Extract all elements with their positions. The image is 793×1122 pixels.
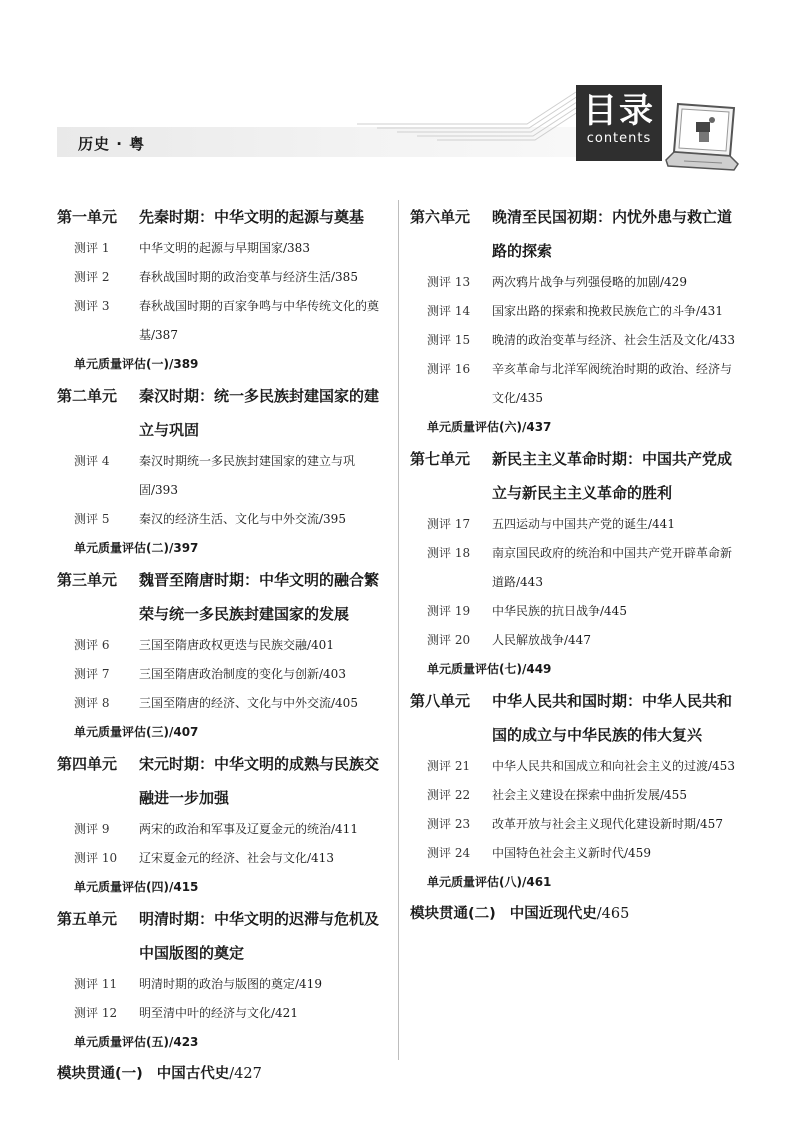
module-review[interactable] <box>57 1057 387 1091</box>
toc-entry[interactable] <box>57 660 387 689</box>
unit-4 <box>57 747 387 902</box>
toc-entry[interactable] <box>57 999 387 1028</box>
unit-2 <box>57 379 387 563</box>
toc-left-column <box>57 200 387 1091</box>
subject-label: 历史 · 粤 <box>78 135 146 153</box>
test-title: 两宋的政治和军事及辽夏金元的统治/411 <box>139 822 358 836</box>
test-title: 秦汉的经济生活、文化与中外交流/395 <box>139 512 346 526</box>
test-title: 五四运动与中国共产党的诞生/441 <box>492 517 675 531</box>
test-number: 测评 9 <box>74 822 110 836</box>
test-title: 春秋战国时期的百家争鸣与中华传统文化的奠基/387 <box>139 299 380 342</box>
test-title: 社会主义建设在探索中曲折发展/455 <box>492 788 687 802</box>
test-title: 秦汉时期统一多民族封建国家的建立与巩固/393 <box>139 454 356 497</box>
toc-entry[interactable] <box>410 326 740 355</box>
test-number: 测评 18 <box>427 546 471 560</box>
test-number: 测评 2 <box>74 270 110 284</box>
unit-evaluation[interactable]: 单元质量评估(七)/449 <box>427 662 552 676</box>
unit-evaluation[interactable]: 单元质量评估(四)/415 <box>74 880 199 894</box>
test-title: 三国至隋唐政权更迭与民族交融/401 <box>139 638 334 652</box>
test-number: 测评 10 <box>74 851 118 865</box>
module-review[interactable] <box>410 897 740 931</box>
toc-entry[interactable] <box>410 539 740 597</box>
unit-title: 先秦时期：中华文明的起源与奠基 <box>139 208 365 226</box>
toc-entry[interactable] <box>57 844 387 873</box>
unit-3 <box>57 563 387 747</box>
unit-heading[interactable] <box>57 747 387 815</box>
test-number: 测评 15 <box>427 333 471 347</box>
test-title: 春秋战国时期的政治变革与经济生活/385 <box>139 270 358 284</box>
test-number: 测评 23 <box>427 817 471 831</box>
unit-6 <box>410 200 740 442</box>
test-number: 测评 4 <box>74 454 110 468</box>
unit-number: 第二单元 <box>57 387 118 405</box>
test-number: 测评 8 <box>74 696 110 710</box>
unit-evaluation[interactable]: 单元质量评估(一)/389 <box>74 357 199 371</box>
test-title: 两次鸦片战争与列强侵略的加剧/429 <box>492 275 687 289</box>
test-title: 人民解放战争/447 <box>492 633 591 647</box>
test-number: 测评 20 <box>427 633 471 647</box>
unit-number: 第七单元 <box>410 450 471 468</box>
unit-title: 中华人民共和国时期：中华人民共和国的成立与中华民族的伟大复兴 <box>492 692 733 744</box>
unit-title: 魏晋至隋唐时期：中华文明的融合繁荣与统一多民族封建国家的发展 <box>139 571 380 623</box>
test-number: 测评 7 <box>74 667 110 681</box>
test-number: 测评 12 <box>74 1006 118 1020</box>
unit-heading[interactable] <box>57 563 387 631</box>
unit-evaluation[interactable]: 单元质量评估(五)/423 <box>74 1035 199 1049</box>
unit-evaluation[interactable]: 单元质量评估(二)/397 <box>74 541 199 555</box>
toc-entry[interactable] <box>57 263 387 292</box>
toc-entry[interactable] <box>57 970 387 999</box>
toc-entry[interactable] <box>57 815 387 844</box>
unit-title: 晚清至民国初期：内忧外患与救亡道路的探索 <box>492 208 733 260</box>
module-number: 模块贯通(一) <box>57 1066 143 1082</box>
column-divider <box>398 200 399 1060</box>
unit-heading[interactable] <box>57 379 387 447</box>
laptop-icon <box>664 100 740 180</box>
unit-number: 第六单元 <box>410 208 471 226</box>
unit-number: 第八单元 <box>410 692 471 710</box>
header-decor-lines <box>57 90 657 160</box>
test-title: 国家出路的探索和挽救民族危亡的斗争/431 <box>492 304 723 318</box>
toc-entry[interactable] <box>57 292 387 350</box>
toc-entry[interactable] <box>410 355 740 413</box>
test-title: 三国至隋唐政治制度的变化与创新/403 <box>139 667 346 681</box>
unit-title: 宋元时期：中华文明的成熟与民族交融进一步加强 <box>139 755 380 807</box>
unit-number: 第三单元 <box>57 571 118 589</box>
toc-entry[interactable] <box>410 626 740 655</box>
toc-entry[interactable] <box>410 597 740 626</box>
contents-title-cn: 目录 <box>583 91 655 131</box>
test-title: 中国特色社会主义新时代/459 <box>492 846 651 860</box>
unit-8 <box>410 684 740 897</box>
unit-title: 新民主主义革命时期：中国共产党成立与新民主主义革命的胜利 <box>492 450 733 502</box>
unit-title: 明清时期：中华文明的迟滞与危机及中国版图的奠定 <box>139 910 380 962</box>
test-title: 明至清中叶的经济与文化/421 <box>139 1006 298 1020</box>
module-number: 模块贯通(二) <box>410 906 496 922</box>
unit-evaluation[interactable]: 单元质量评估(八)/461 <box>427 875 552 889</box>
test-number: 测评 11 <box>74 977 118 991</box>
contents-title-box <box>576 85 662 161</box>
test-title: 三国至隋唐的经济、文化与中外交流/405 <box>139 696 358 710</box>
module-title: 中国古代史 <box>156 1066 230 1082</box>
test-title: 南京国民政府的统治和中国共产党开辟革命新道路/443 <box>492 546 733 589</box>
unit-heading[interactable] <box>57 200 387 234</box>
test-title: 中华人民共和国成立和向社会主义的过渡/453 <box>492 759 735 773</box>
toc-entry[interactable] <box>410 752 740 781</box>
unit-evaluation[interactable]: 单元质量评估(六)/437 <box>427 420 552 434</box>
toc-entry[interactable] <box>410 810 740 839</box>
module-page: /427 <box>229 1066 262 1082</box>
test-title: 改革开放与社会主义现代化建设新时期/457 <box>492 817 723 831</box>
test-number: 测评 22 <box>427 788 471 802</box>
unit-7 <box>410 442 740 684</box>
toc-entry[interactable] <box>57 234 387 263</box>
unit-evaluation[interactable]: 单元质量评估(三)/407 <box>74 725 199 739</box>
toc-right-column <box>410 200 740 931</box>
unit-5 <box>57 902 387 1057</box>
test-number: 测评 24 <box>427 846 471 860</box>
toc-entry[interactable] <box>410 297 740 326</box>
unit-heading[interactable] <box>57 902 387 970</box>
test-number: 测评 19 <box>427 604 471 618</box>
unit-heading[interactable] <box>410 200 740 268</box>
toc-entry[interactable] <box>57 505 387 534</box>
toc-entry[interactable] <box>410 268 740 297</box>
unit-number: 第一单元 <box>57 208 118 226</box>
unit-title: 秦汉时期：统一多民族封建国家的建立与巩固 <box>139 387 380 439</box>
unit-number: 第五单元 <box>57 910 118 928</box>
test-number: 测评 17 <box>427 517 471 531</box>
test-title: 辛亥革命与北洋军阀统治时期的政治、经济与文化/435 <box>492 362 733 405</box>
test-title: 中华民族的抗日战争/445 <box>492 604 627 618</box>
test-number: 测评 1 <box>74 241 110 255</box>
toc-entry[interactable] <box>410 781 740 810</box>
contents-title-en: contents <box>586 131 652 146</box>
test-title: 明清时期的政治与版图的奠定/419 <box>139 977 322 991</box>
test-number: 测评 21 <box>427 759 471 773</box>
test-title: 辽宋夏金元的经济、社会与文化/413 <box>139 851 334 865</box>
toc-entry[interactable] <box>57 689 387 718</box>
toc-entry[interactable] <box>410 839 740 868</box>
test-number: 测评 16 <box>427 362 471 376</box>
toc-entry[interactable] <box>410 510 740 539</box>
test-number: 测评 3 <box>74 299 110 313</box>
test-number: 测评 5 <box>74 512 110 526</box>
unit-number: 第四单元 <box>57 755 118 773</box>
test-number: 测评 14 <box>427 304 471 318</box>
toc-entry[interactable] <box>57 631 387 660</box>
module-page: /465 <box>596 906 630 922</box>
test-number: 测评 6 <box>74 638 110 652</box>
test-title: 中华文明的起源与早期国家/383 <box>139 241 310 255</box>
unit-heading[interactable] <box>410 684 740 752</box>
unit-1 <box>57 200 387 379</box>
unit-heading[interactable] <box>410 442 740 510</box>
test-number: 测评 13 <box>427 275 471 289</box>
test-title: 晚清的政治变革与经济、社会生活及文化/433 <box>492 333 735 347</box>
toc-entry[interactable] <box>57 447 387 505</box>
module-title: 中国近现代史 <box>509 906 597 922</box>
